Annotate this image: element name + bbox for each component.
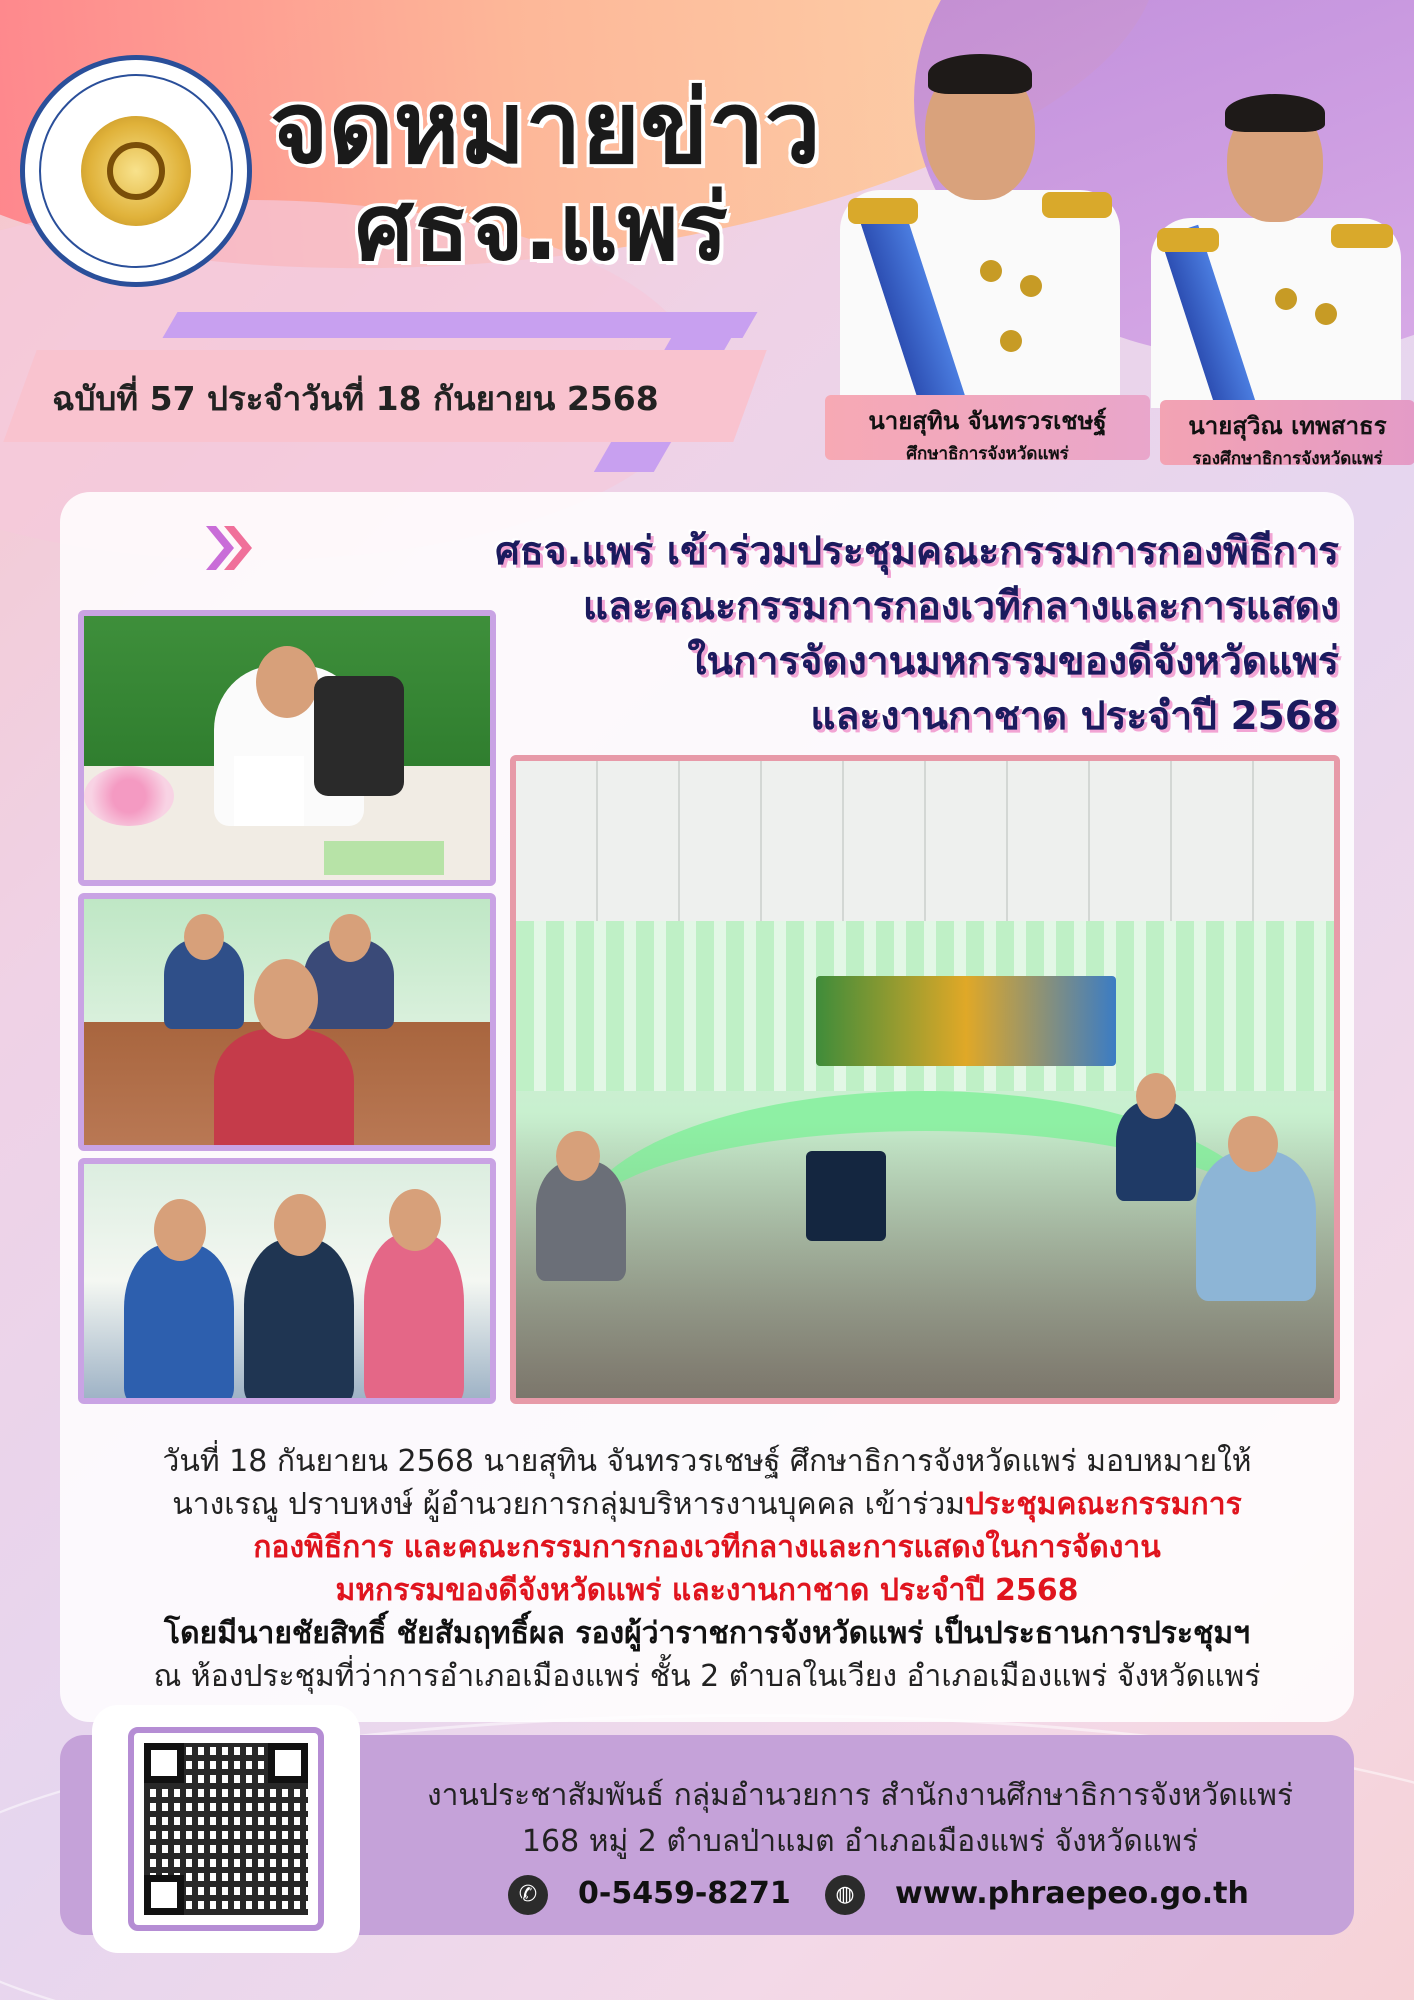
- footer-website[interactable]: www.phraepeo.go.th: [895, 1876, 1249, 1911]
- official-name-tag: [1160, 400, 1414, 469]
- meeting-room-photo: [510, 755, 1340, 1404]
- headline-line: และคณะกรรมการกองเวทีกลางและการแสดง: [582, 584, 1339, 629]
- body-line: โดยมีนายชัยสิทธิ์ ชัยสัมฤทธิ์ผล รองผู้ว่าราชการจังหวัดแพร่ เป็นประธานการประชุมฯ: [164, 1616, 1250, 1651]
- headline-line: และงานกาชาด ประจำปี 2568: [810, 694, 1339, 739]
- highlight-text: กองพิธีการ และคณะกรรมการกองเวทีกลางและการแสดงในการจัดงาน: [253, 1530, 1161, 1565]
- seal-emblem: [81, 116, 191, 226]
- headline-line: ศธจ.แพร่ เข้าร่วมประชุมคณะกรรมการกองพิธีการ: [495, 529, 1339, 574]
- hall-banner: [816, 976, 1116, 1066]
- dharma-wheel-icon: [107, 142, 165, 200]
- meeting-photo: [78, 893, 496, 1151]
- newsletter-title: จดหมายข่าว: [270, 69, 821, 186]
- body-line: ณ ห้องประชุมที่ว่าการอำเภอเมืองแพร่ ชั้น 2 ตำบลในเวียง อำเภอเมืองแพร่ จังหวัดแพร่: [153, 1659, 1261, 1694]
- body-line: นางเรณู ปราบหงษ์ ผู้อำนวยการกลุ่มบริหารงานบุคคล เข้าร่วมประชุมคณะกรรมการ: [172, 1487, 1242, 1522]
- highlight-text: มหกรรมของดีจังหวัดแพร่ และงานกาชาด ประจำปี 2568: [335, 1573, 1079, 1608]
- phone-icon: ✆: [508, 1875, 548, 1915]
- footer-address: 168 หมู่ 2 ตำบลป่าแมต อำเภอเมืองแพร่ จังหวัดแพร่: [521, 1824, 1199, 1859]
- decorative-stripe: [162, 312, 757, 338]
- official-name-tag: [825, 395, 1150, 464]
- official-name: นายสุทิน จันทรวรเชษฐ์: [868, 407, 1107, 435]
- official-portrait: [830, 40, 1130, 400]
- newsletter-subtitle: ศธจ.แพร่: [355, 174, 728, 281]
- meeting-photo: [78, 1158, 496, 1404]
- headline-line: ในการจัดงานมหกรรมของดีจังหวัดแพร่: [687, 639, 1339, 684]
- ministry-seal-icon: [20, 55, 252, 287]
- qr-card: [92, 1705, 360, 1953]
- official-role: รองศึกษาธิการจังหวัดแพร่: [1192, 449, 1383, 469]
- official-portrait: [1145, 88, 1405, 408]
- body-line: วันที่ 18 กันยายน 2568 นายสุทิน จันทรวรเชษฐ์ ศึกษาธิการจังหวัดแพร่ มอบหมายให้: [162, 1444, 1252, 1479]
- official-role: ศึกษาธิการจังหวัดแพร่: [906, 444, 1069, 464]
- issue-date: ฉบับที่ 57 ประจำวันที่ 18 กันยายน 2568: [52, 379, 659, 418]
- meeting-photo: [78, 610, 496, 886]
- footer-organization: งานประชาสัมพันธ์ กลุ่มอำนวยการ สำนักงานศึกษาธิการจังหวัดแพร่: [426, 1778, 1294, 1813]
- highlight-text: ประชุมคณะกรรมการ: [964, 1487, 1242, 1522]
- globe-icon: ◍: [825, 1875, 865, 1915]
- article-body: [80, 1440, 1334, 1698]
- official-name: นายสุวิณ เทพสาธร: [1188, 412, 1387, 440]
- chevron-right-icon: [202, 520, 258, 576]
- footer-phone[interactable]: 0-5459-8271: [578, 1876, 791, 1911]
